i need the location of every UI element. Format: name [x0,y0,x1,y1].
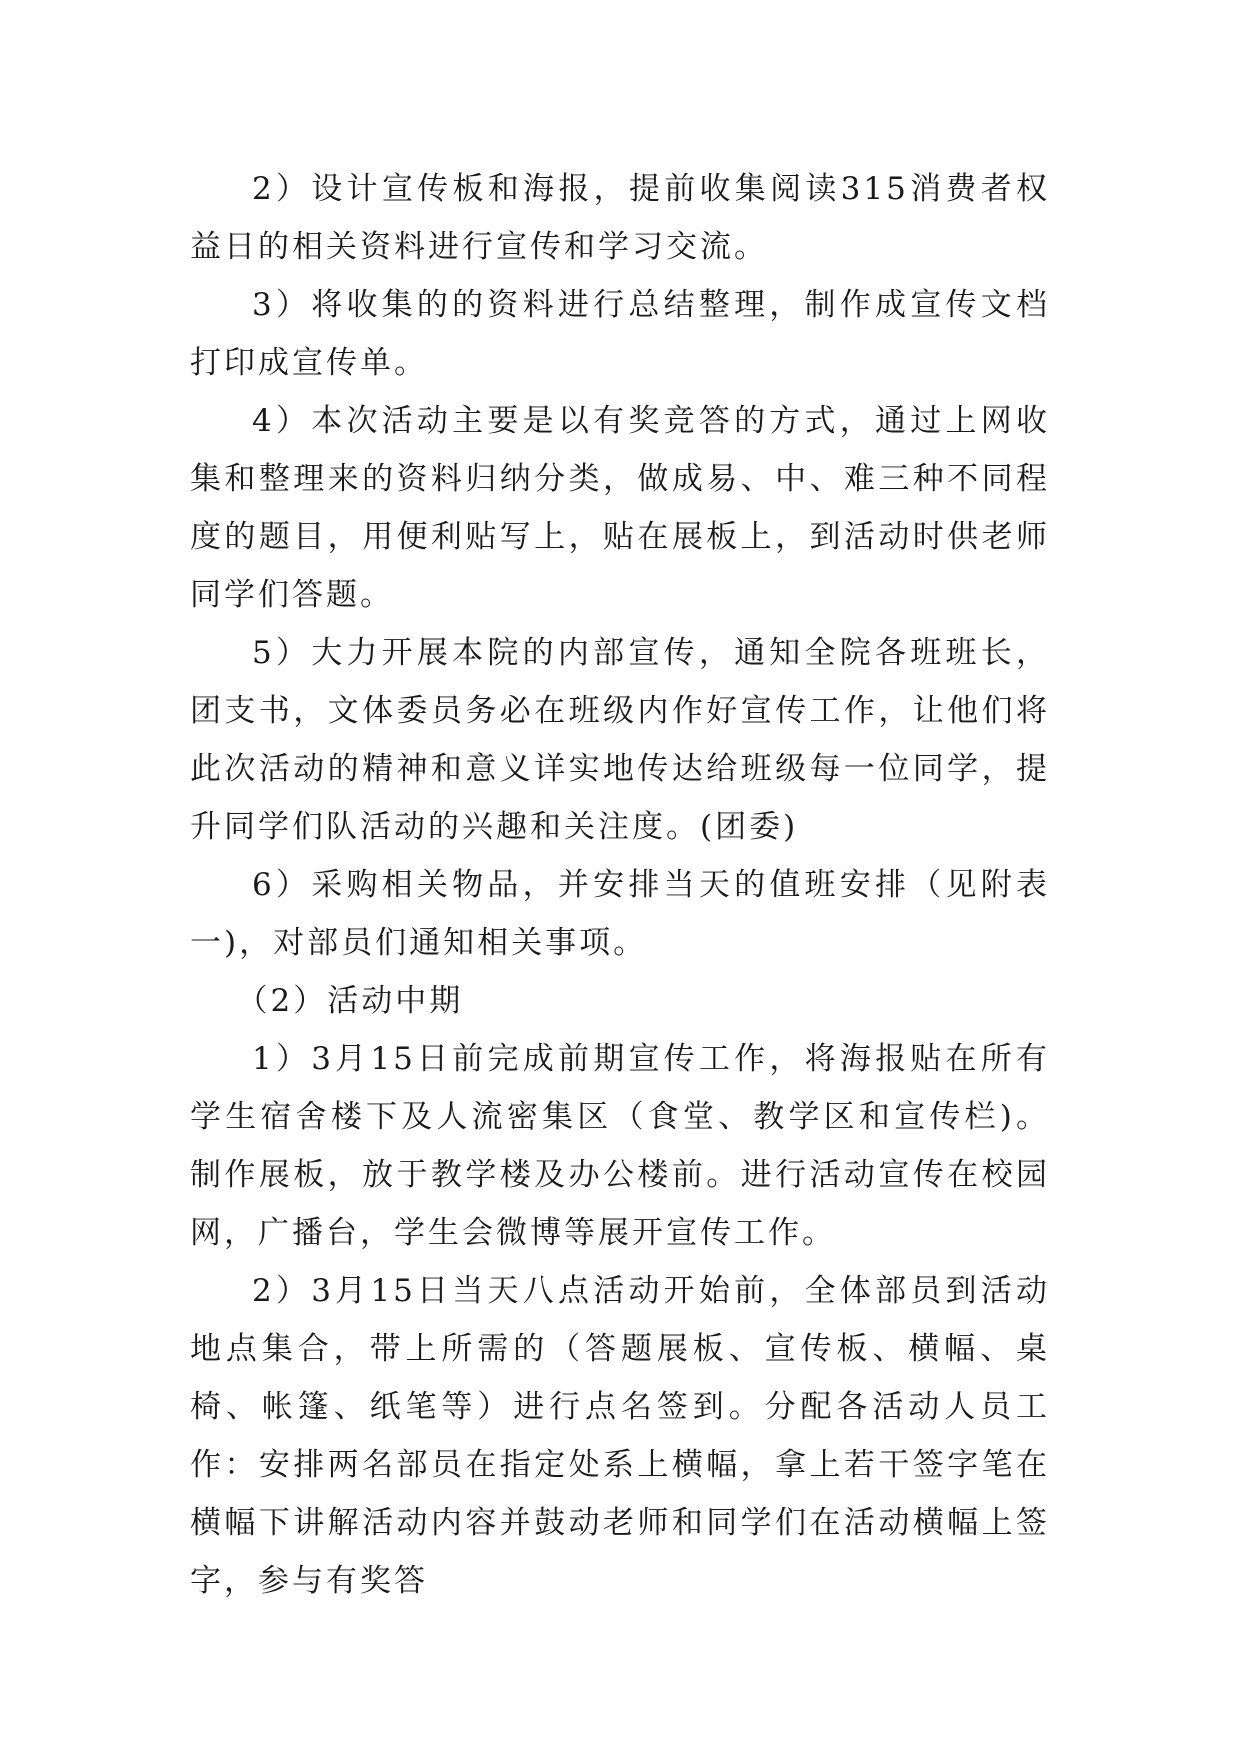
paragraph-event-day: 2）3月15日当天八点活动开始前，全体部员到活动地点集合，带上所需的（答题展板、宣传板、横幅、桌椅、帐篷、纸笔等）进行点名签到。分配各活动人员工作：安排两名部员在指定处系上横幅，拿上若干签字笔在横幅下讲解活动内容并鼓动老师和同学们在活动横幅上签字，参与有奖答 [190,1273,1050,1599]
paragraph-pre-event-publicity: 1）3月15日前完成前期宣传工作，将海报贴在所有学生宿舍楼下及人流密集区（食堂、教学区和宣传栏)。制作展板，放于教学楼及办公楼前。进行活动宣传在校园网，广播台，学生会微博等展开宣传工作。 [190,1041,1050,1251]
paragraph-design-posters: 2）设计宣传板和海报，提前收集阅读315消费者权益日的相关资料进行宣传和学习交流。 [190,171,1050,265]
paragraph-procurement: 6）采购相关物品，并安排当天的值班安排（见附表一)，对部员们通知相关事项。 [190,867,1050,961]
paragraph-quiz-method: 4）本次活动主要是以有奖竞答的方式，通过上网收集和整理来的资料归纳分类，做成易、中、难三种不同程度的题目，用便利贴写上，贴在展板上，到活动时供老师同学们答题。 [190,403,1050,613]
document-body [190,160,1050,1610]
paragraph-organize-materials: 3）将收集的的资料进行总结整理，制作成宣传文档打印成宣传单。 [190,287,1050,381]
section-heading-mid-phase: （2）活动中期 [236,983,464,1019]
paragraph-internal-promotion: 5）大力开展本院的内部宣传，通知全院各班班长，团支书，文体委员务必在班级内作好宣传工作，让他们将此次活动的精神和意义详实地传达给班级每一位同学，提升同学们队活动的兴趣和关注度。(团委) [190,635,1050,845]
